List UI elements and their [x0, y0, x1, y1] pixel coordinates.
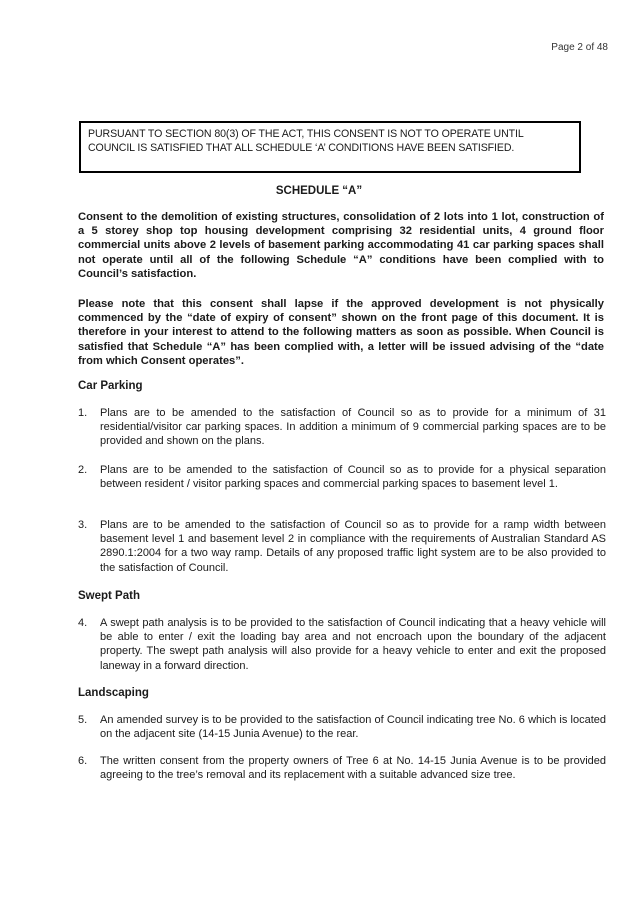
- condition-number: 1.: [78, 407, 88, 419]
- condition-item-1: [78, 406, 606, 449]
- lapse-paragraph: Please note that this consent shall lapse if the approved development is not physically commenced by the “date of expiry of consent” shown on the front page of this document. It is therefore in your interest to attend to the following matters as soon as possible. When Council is satisfied that Schedule “A” has been complied with, a letter will be issued advising of the “date from which Consent operates”.: [78, 298, 604, 367]
- section-heading-landscaping: Landscaping: [78, 687, 149, 699]
- condition-text: Plans are to be amended to the satisfaction of Council so as to provide for a minimum of 31 residential/visitor car parking spaces. In addition a minimum of 9 commercial parking spaces are to be provided and shown on the plans.: [100, 407, 606, 448]
- condition-text: A swept path analysis is to be provided to the satisfaction of Council indicating that a heavy vehicle will be able to enter / exit the loading bay area and not encroach upon the boundary of the adjacent property. The swept path analysis will also provide for a heavy vehicle to enter and exit the proposed laneway in a forward direction.: [100, 617, 606, 672]
- condition-number: 3.: [78, 519, 88, 531]
- condition-text: Plans are to be amended to the satisfaction of Council so as to provide for a ramp width between basement level 1 and basement level 2 in compliance with the requirements of Australian Standard AS 2890.1:2004 for a two way ramp. Details of any proposed traffic light system are to be also provided to the satisfaction of Council.: [100, 519, 606, 574]
- condition-number: 4.: [78, 617, 88, 629]
- condition-number: 2.: [78, 464, 88, 476]
- condition-item-6: [78, 754, 606, 782]
- section-heading-swept-path: Swept Path: [78, 590, 140, 602]
- condition-item-2: [78, 463, 606, 491]
- condition-item-3: [78, 518, 606, 575]
- condition-text: Plans are to be amended to the satisfaction of Council so as to provide for a physical separation between resident / visitor parking spaces and commercial parking spaces to basement level 1.: [100, 464, 606, 491]
- section-heading-car-parking: Car Parking: [78, 380, 143, 392]
- page-number: Page 2 of 48: [551, 42, 608, 53]
- condition-text: An amended survey is to be provided to the satisfaction of Council indicating tree No. 6 which is located on the adjacent site (14-15 Junia Avenue) to the rear.: [100, 714, 606, 741]
- condition-number: 5.: [78, 714, 88, 726]
- condition-item-5: [78, 713, 606, 741]
- condition-item-4: [78, 616, 606, 673]
- schedule-heading: SCHEDULE “A”: [275, 185, 363, 197]
- consent-notice-box: PURSUANT TO SECTION 80(3) OF THE ACT, THIS CONSENT IS NOT TO OPERATE UNTIL COUNCIL IS SATISFIED THAT ALL SCHEDULE ‘A’ CONDITIONS HAVE BEEN SATISFIED.: [79, 121, 581, 173]
- condition-text: The written consent from the property owners of Tree 6 at No. 14-15 Junia Avenue is to be provided agreeing to the tree’s removal and its replacement with a suitable advanced size tree.: [100, 755, 606, 782]
- intro-paragraph: Consent to the demolition of existing structures, consolidation of 2 lots into 1 lot, construction of a 5 storey shop top housing development comprising 32 residential units, 4 ground floor commercial units above 2 levels of basement parking accommodating 41 car parking spaces shall not operate until all of the following Schedule “A” conditions have been complied with to Council’s satisfaction.: [78, 211, 604, 280]
- condition-number: 6.: [78, 755, 88, 767]
